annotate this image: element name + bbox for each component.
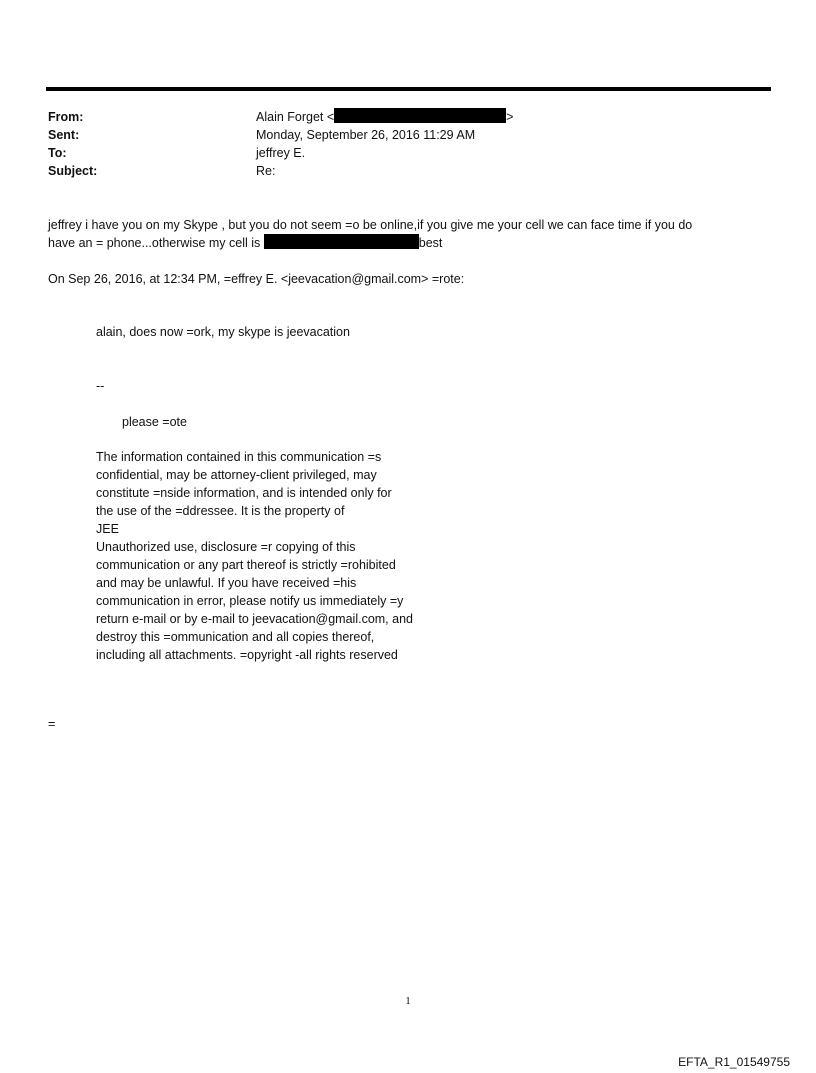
disclaimer-line: confidential, may be attorney-client privileged, may [96, 468, 377, 482]
message-line: jeffrey i have you on my Skype , but you do not seem =o be online,if you give me your cell we can face time if you do [48, 218, 693, 232]
message-line [48, 234, 692, 252]
disclaimer-line: The information contained in this communication =s [96, 450, 382, 464]
disclaimer-line: constitute =nside information, and is intended only for [96, 486, 392, 500]
disclaimer-line: Unauthorized use, disclosure =r copying of this [96, 540, 356, 554]
disclaimer-line: the use of the =ddressee. It is the property of [96, 504, 345, 518]
from-close: > [506, 110, 514, 124]
to-value: jeffrey E. [256, 146, 306, 160]
sent-value: Monday, September 26, 2016 11:29 AM [256, 128, 476, 142]
message-line-post: best [418, 236, 443, 250]
to-label: To: [48, 146, 67, 160]
subject-label: Subject: [48, 164, 98, 178]
subject-value: Re: [256, 164, 276, 178]
disclaimer-line: communication or any part thereof is strictly =rohibited [96, 558, 396, 572]
quoted-please: please =ote [122, 415, 187, 429]
message-line-pre: have an = phone...otherwise my cell is [48, 236, 261, 250]
quoted-line: alain, does now =ork, my skype is jeevacation [96, 325, 350, 339]
quoted-separator: -- [96, 379, 105, 393]
disclaimer-line: including all attachments. =opyright -all rights reserved [96, 648, 398, 662]
from-value [256, 108, 513, 126]
redaction-phone [264, 234, 419, 249]
from-label: From: [48, 110, 84, 124]
disclaimer-line: destroy this =ommunication and all copies thereof, [96, 630, 375, 644]
redaction-email [334, 108, 506, 123]
disclaimer-line: return e-mail or by e-mail to jeevacation@gmail.com, and [96, 612, 413, 626]
header-rule [46, 87, 771, 91]
disclaimer-line: JEE [96, 522, 119, 536]
bates-number: EFTA_R1_01549755 [678, 1055, 790, 1069]
page-number: 1 [405, 995, 411, 1007]
quote-header: On Sep 26, 2016, at 12:34 PM, =effrey E. <jeevacation@gmail.com> =rote: [48, 272, 465, 286]
disclaimer-line: communication in error, please notify us immediately =y [96, 594, 404, 608]
message-body [48, 216, 692, 252]
sent-label: Sent: [48, 128, 80, 142]
disclaimer [96, 448, 413, 664]
trailing-char: = [48, 717, 56, 731]
from-name: Alain Forget < [256, 110, 335, 124]
disclaimer-line: and may be unlawful. If you have received =his [96, 576, 357, 590]
